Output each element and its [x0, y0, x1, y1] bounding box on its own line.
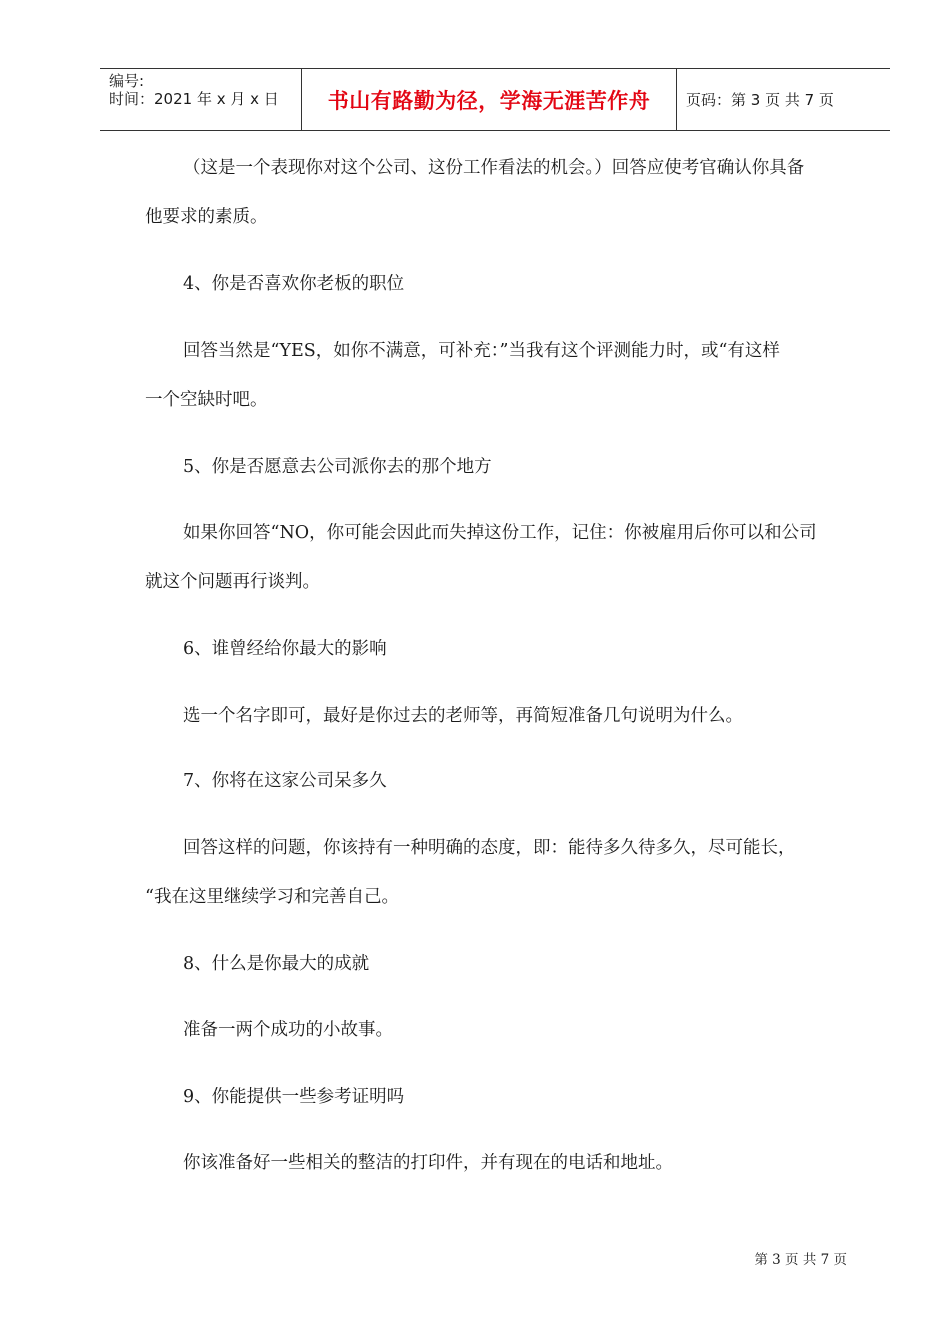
- question-heading: 7、你将在这家公司呆多久: [183, 771, 387, 791]
- paragraph-line: “我在这里继续学习和完善自己。: [145, 887, 399, 907]
- serial-number-label: 编号:: [109, 72, 145, 90]
- paragraph-line: 回答这样的问题，你该持有一种明确的态度，即：能待多久待多久，尽可能长，: [183, 838, 796, 858]
- time-label: 时间：2021 年 x 月 x 日: [109, 90, 279, 108]
- paragraph-line: 如果你回答“NO，你可能会因此而失掉这份工作，记住：你被雇用后你可以和公司: [183, 523, 817, 543]
- document-header: [100, 68, 890, 131]
- paragraph-line: 你该准备好一些相关的整洁的打印件，并有现在的电话和地址。: [183, 1153, 673, 1173]
- question-heading: 4、你是否喜欢你老板的职位: [183, 274, 405, 294]
- header-page-number: 页码：第 3 页 共 7 页: [686, 91, 834, 109]
- question-heading: 5、你是否愿意去公司派你去的那个地方: [183, 457, 492, 477]
- footer-page-number: 第 3 页 共 7 页: [754, 1252, 847, 1268]
- paragraph-line: 选一个名字即可，最好是你过去的老师等，再简短准备几句说明为什么。: [183, 706, 743, 726]
- paragraph-line: 他要求的素质。: [145, 207, 268, 227]
- paragraph-line: （这是一个表现你对这个公司、这份工作看法的机会。）回答应使考官确认你具备: [183, 158, 805, 178]
- paragraph-line: 准备一两个成功的小故事。: [183, 1020, 393, 1040]
- question-heading: 6、谁曾经给你最大的影响: [183, 639, 387, 659]
- paragraph-line: 回答当然是“YES，如你不满意，可补充：”当我有这个评测能力时，或“有这样: [183, 341, 780, 361]
- paragraph-line: 就这个问题再行谈判。: [145, 572, 320, 592]
- question-heading: 9、你能提供一些参考证明吗: [183, 1087, 405, 1107]
- header-motto: 书山有路勤为径，学海无涯苦作舟: [302, 69, 677, 130]
- question-heading: 8、什么是你最大的成就: [183, 954, 370, 974]
- paragraph-line: 一个空缺时吧。: [145, 390, 268, 410]
- header-meta-cell: [100, 69, 302, 130]
